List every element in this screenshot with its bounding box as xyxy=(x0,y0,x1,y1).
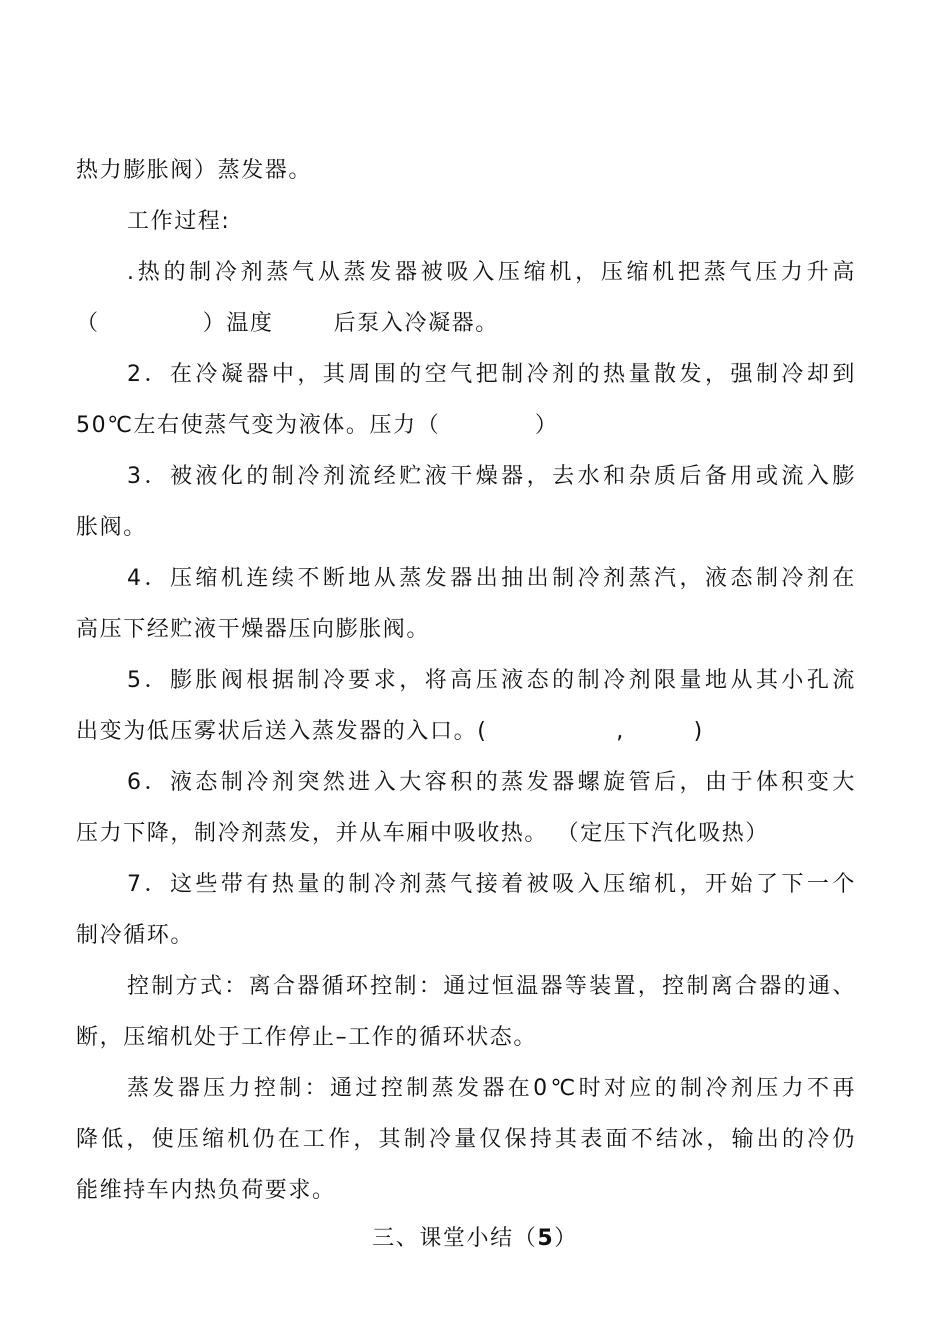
section-heading xyxy=(0,1224,950,1254)
text-line: 7．这些带有热量的制冷剂蒸气接着被吸入压缩机，开始了下一个 xyxy=(127,872,856,897)
text-line: 断，压缩机处于工作停止–工作的循环状态。 xyxy=(76,1025,538,1050)
text-line: 6．液态制冷剂突然进入大容积的蒸发器螺旋管后，由于体积变大 xyxy=(127,770,856,795)
text-line: 高压下经贮液干燥器压向膨胀阀。 xyxy=(76,617,431,642)
text-line: 蒸发器压力控制：通过控制蒸发器在0℃时对应的制冷剂压力不再 xyxy=(127,1076,856,1101)
heading-suffix: ） xyxy=(554,1226,578,1251)
text-line: 降低，使压缩机仍在工作，其制冷量仅保持其表面不结冰，输出的冷仍 xyxy=(76,1127,856,1152)
text-line: 压力下降，制冷剂蒸发，并从车厢中吸收热。 （定压下汽化吸热） xyxy=(76,821,769,846)
text-line: 4．压缩机连续不断地从蒸发器出抽出制冷剂蒸汽，液态制冷剂在 xyxy=(127,566,856,591)
text-line: （ ）温度 后泵入冷凝器。 xyxy=(76,311,499,336)
text-line: 5．膨胀阀根据制冷要求，将高压液态的制冷剂限量地从其小孔流 xyxy=(127,668,856,693)
text-line: .热的制冷剂蒸气从蒸发器被吸入压缩机，压缩机把蒸气压力升高 xyxy=(127,260,856,285)
text-line: 能维持车内热负荷要求。 xyxy=(76,1178,336,1203)
text-line: 出变为低压雾状后送入蒸发器的入口。( , ) xyxy=(76,719,704,744)
text-line: 50℃左右使蒸气变为液体。压力（ ） xyxy=(76,413,559,438)
heading-prefix: 三、课堂小结（ xyxy=(372,1226,538,1251)
text-line: 2．在冷凝器中，其周围的空气把制冷剂的热量散发，强制冷却到 xyxy=(127,362,856,387)
text-line: 制冷循环。 xyxy=(76,923,195,948)
text-line: 胀阀。 xyxy=(76,515,147,540)
heading-number: 5 xyxy=(537,1226,555,1251)
text-line: 3．被液化的制冷剂流经贮液干燥器，去水和杂质后备用或流入膨 xyxy=(127,464,856,489)
text-line: 控制方式：离合器循环控制：通过恒温器等装置，控制离合器的通、 xyxy=(127,974,856,999)
text-line: 工作过程: xyxy=(127,209,231,234)
text-line: 热力膨胀阀）蒸发器。 xyxy=(76,158,313,183)
